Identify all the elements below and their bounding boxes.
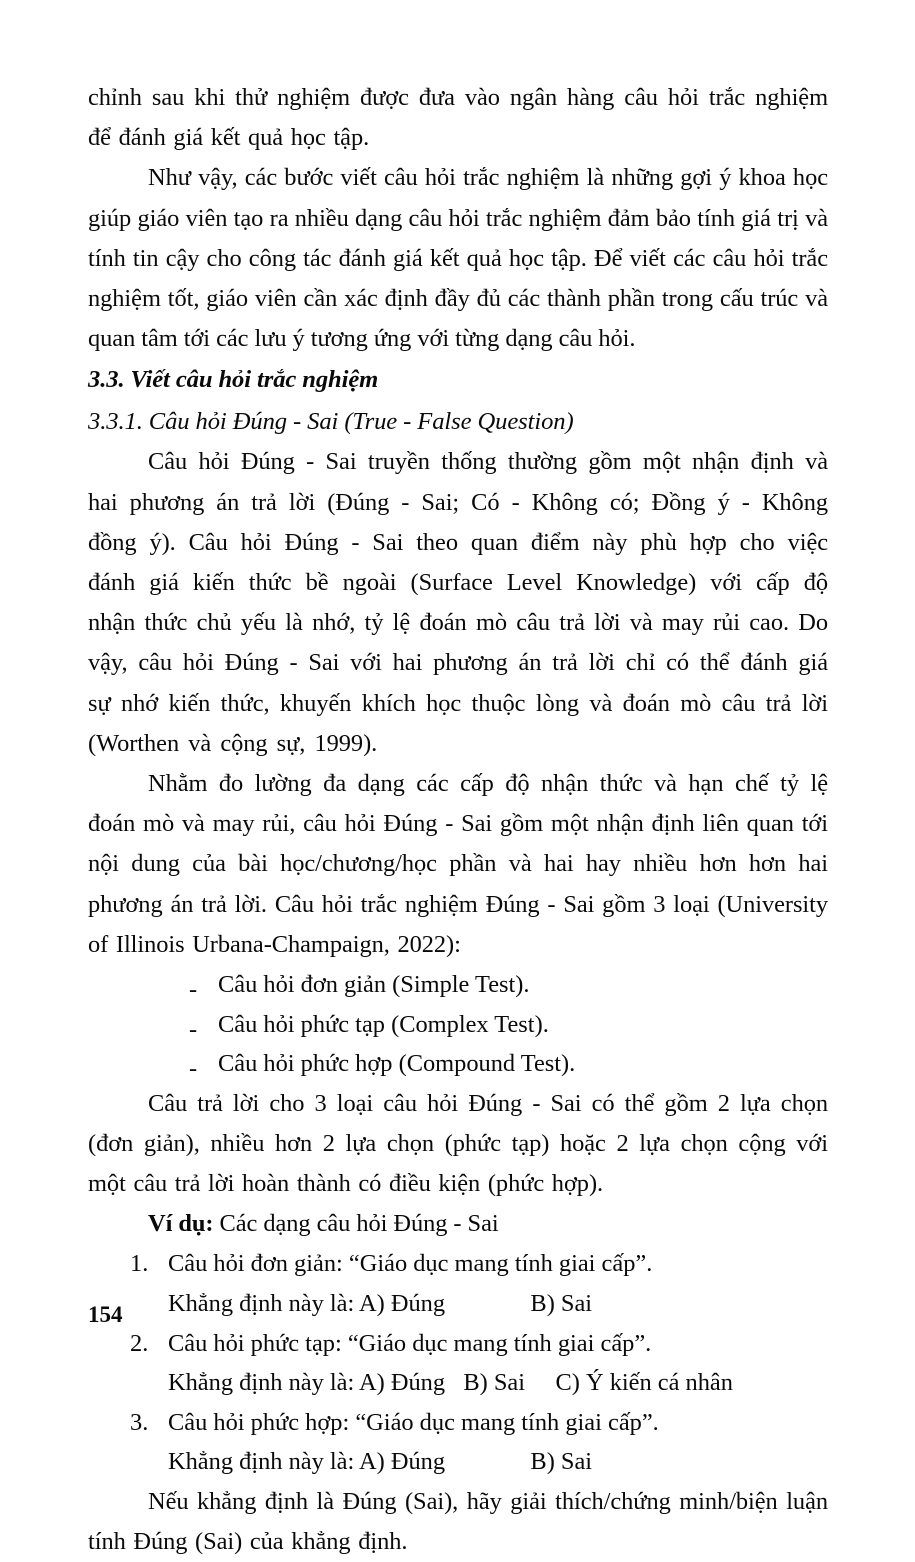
paragraph-neu-khang-dinh: Nếu khẳng định là Đúng (Sai), hãy giải thích/chứng minh/biện luận tính Đúng (Sai) của khẳng định. (88, 1487, 828, 1556)
example-question: Câu hỏi đơn giản: “Giáo dục mang tính giai cấp”. (168, 1250, 653, 1278)
page-number: 154 (88, 1302, 123, 1327)
dash-bullet-icon: - (189, 976, 198, 1004)
list-item (88, 1044, 828, 1084)
list-item-number: 1. (130, 1250, 149, 1278)
list-item-label: Câu hỏi đơn giản (Simple Test). (218, 971, 530, 999)
heading-subsection-3-3-1: 3.3.1. Câu hỏi Đúng - Sai (True - False Question) (88, 408, 574, 436)
heading-section-3-3: 3.3. Viết câu hỏi trắc nghiệm (88, 366, 379, 394)
list-item (88, 1244, 828, 1323)
example-answer-options: Khẳng định này là: A) Đúng B) Sai (168, 1289, 593, 1317)
list-item (88, 1324, 828, 1403)
paragraph-example-intro (88, 1204, 828, 1244)
paragraph-cau-tra-loi: Câu trả lời cho 3 loại câu hỏi Đúng - Sai có thể gồm 2 lựa chọn (đơn giản), nhiều hơn 2 lựa chọn (phức tạp) hoặc 2 lựa chọn cộng với một câu trả lời hoàn thành có điều kiện (phức hợp). (88, 1089, 828, 1197)
example-answer-options: Khẳng định này là: A) Đúng B) Sai C) Ý kiến cá nhân (168, 1369, 733, 1397)
example-question: Câu hỏi phức hợp: “Giáo dục mang tính giai cấp”. (168, 1408, 659, 1436)
list-item-number: 3. (130, 1408, 149, 1436)
paragraph-nham-do-luong: Nhằm đo lường đa dạng các cấp độ nhận thức và hạn chế tỷ lệ đoán mò và may rủi, câu hỏi Đúng - Sai gồm một nhận định liên quan tới nội dung của bài học/chương/học phần và hai hay nhiều hơn hơn hai phương án trả lời. Câu hỏi trắc nghiệm Đúng - Sai gồm 3 loại (University of Illinois Urbana-Champaign, 2022): (88, 770, 828, 958)
list-item (88, 965, 828, 1005)
example-label: Ví dụ: (148, 1210, 214, 1238)
paragraph-continuation: chỉnh sau khi thử nghiệm được đưa vào ngân hàng câu hỏi trắc nghiệm để đánh giá kết quả học tập. (88, 84, 828, 152)
list-item-number: 2. (130, 1329, 149, 1357)
list-item (88, 1403, 828, 1482)
dash-bullet-icon: - (189, 1015, 198, 1043)
paragraph-nhu-vay: Như vậy, các bước viết câu hỏi trắc nghiệm là những gợi ý khoa học giúp giáo viên tạo ra nhiều dạng câu hỏi trắc nghiệm đảm bảo tính giá trị và tính tin cậy cho công tác đánh giá kết quả học tập. Để viết các câu hỏi trắc nghiệm tốt, giáo viên cần xác định đầy đủ các thành phần trong cấu trúc và quan tâm tới các lưu ý tương ứng với từng dạng câu hỏi. (88, 164, 828, 353)
list-item-label: Câu hỏi phức hợp (Compound Test). (218, 1050, 576, 1078)
dash-bullet-icon: - (189, 1055, 198, 1083)
list-item-label: Câu hỏi phức tạp (Complex Test). (218, 1010, 549, 1038)
question-types-list (88, 965, 828, 1084)
list-item (88, 1005, 828, 1045)
paragraph-truyen-thong: Câu hỏi Đúng - Sai truyền thống thường gồm một nhận định và hai phương án trả lời (Đúng - Sai; Có - Không có; Đồng ý - Không đồng ý). Câu hỏi Đúng - Sai theo quan điểm này phù hợp cho việc đánh giá kiến thức bề ngoài (Surface Level Knowledge) với cấp độ nhận thức chủ yếu là nhớ, tỷ lệ đoán mò câu trả lời và may rủi cao. Do vậy, câu hỏi Đúng - Sai với hai phương án trả lời chỉ có thể đánh giá sự nhớ kiến thức, khuyến khích học thuộc lòng và đoán mò câu trả lời (Worthen và cộng sự, 1999). (88, 448, 828, 757)
example-intro-text: Các dạng câu hỏi Đúng - Sai (213, 1210, 499, 1238)
example-answer-options: Khẳng định này là: A) Đúng B) Sai (168, 1448, 593, 1476)
examples-list (88, 1244, 828, 1482)
page-text-column (88, 78, 828, 1562)
example-question: Câu hỏi phức tạp: “Giáo dục mang tính giai cấp”. (168, 1329, 652, 1357)
